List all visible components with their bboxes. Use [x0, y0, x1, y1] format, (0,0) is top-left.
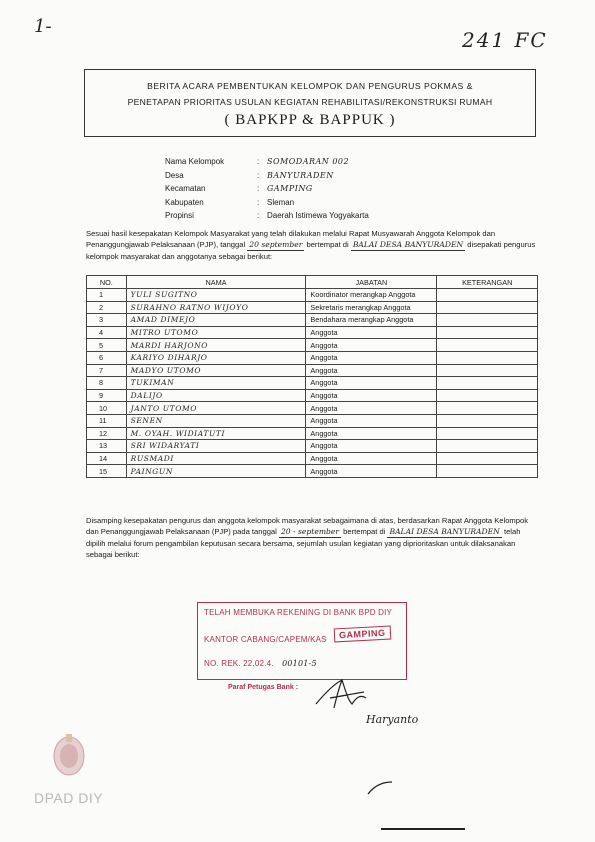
cell-keterangan [437, 402, 538, 415]
info-colon: : [257, 211, 260, 221]
info-value: BANYURADEN [267, 170, 334, 180]
table-row [87, 339, 538, 352]
para-text: usulan kegiatan yang diprioritaskan untuk dilaksanakan sebagai berikut: [86, 539, 516, 559]
stamp-line-2: KANTOR CABANG/CAPEM/KAS [204, 635, 327, 644]
table-row [87, 465, 538, 478]
signature-icon [312, 674, 372, 714]
info-label: Kecamatan [165, 184, 206, 194]
cell-no: 9 [87, 389, 127, 402]
title-line-2: PENETAPAN PRIORITAS USULAN KEGIATAN REHABILITASI/REKONSTRUKSI RUMAH [127, 97, 493, 107]
cell-keterangan [437, 389, 538, 402]
title-box [84, 69, 536, 137]
stamp-line-1: TELAH MEMBUKA REKENING DI BANK BPD DIY [204, 608, 393, 617]
cell-keterangan [437, 465, 538, 478]
cell-keterangan [437, 377, 538, 390]
priority-paragraph [86, 515, 536, 560]
cell-jabatan: Anggota [306, 402, 437, 415]
table-row [87, 402, 538, 415]
info-row [165, 182, 369, 196]
cell-jabatan: Anggota [306, 414, 437, 427]
header-keterangan: KETERANGAN [437, 276, 538, 289]
cell-keterangan [437, 289, 538, 302]
para-text: telah dipilih melalui forum pengambilan keputusan secara bersama, sejumlah [86, 527, 521, 548]
cell-jabatan: Koordinator merangkap Anggota [306, 289, 437, 302]
info-row [165, 155, 369, 169]
info-row [165, 209, 369, 223]
cell-jabatan: Anggota [306, 389, 437, 402]
cell-keterangan [437, 326, 538, 339]
cell-no: 1 [87, 289, 127, 302]
para-text: bertempat di [343, 527, 386, 536]
para-text: disepakati pengurus kelompok masyarakat dan anggotanya sebagai berikut: [86, 240, 536, 261]
cell-jabatan: Anggota [306, 452, 437, 465]
table-row [87, 377, 538, 390]
pen-mark-icon [366, 778, 396, 798]
signature-name: Haryanto [366, 713, 419, 726]
cell-jabatan: Anggota [306, 465, 437, 478]
cell-no: 4 [87, 326, 127, 339]
cell-nama: MITRO UTOMO [130, 328, 199, 338]
header-nama: NAMA [126, 276, 306, 289]
para-text: bertempat di [306, 240, 349, 249]
cell-keterangan [437, 339, 538, 352]
cell-jabatan: Sekretaris merangkap Anggota [306, 301, 437, 314]
cell-keterangan [437, 440, 538, 453]
cell-nama: KARIYO DIHARJO [130, 353, 208, 363]
info-row [165, 169, 369, 183]
info-value: Daerah Istimewa Yogyakarta [267, 211, 369, 221]
para-text: Disamping kesepakatan pengurus dan anggota kelompok masyarakat sebagaimana di atas, berdasarkan Rapat [86, 516, 463, 525]
cell-jabatan: Anggota [306, 351, 437, 364]
group-info [165, 155, 369, 223]
cell-jabatan: Bendahara merangkap Anggota [306, 314, 437, 327]
para-text: dan Penanggungjawab Pelaksanaan (PJP), tanggal [86, 229, 496, 249]
title-line-3: ( BAPKPP & BAPPUK ) [224, 112, 396, 128]
cell-no: 15 [87, 465, 127, 478]
cell-jabatan: Anggota [306, 339, 437, 352]
paraf-label: Paraf Petugas Bank : [228, 684, 299, 691]
meeting-place: BALAI DESA BANYURADEN [352, 240, 464, 249]
cell-keterangan [437, 351, 538, 364]
cell-nama: TUKIMAN [130, 378, 175, 388]
cell-keterangan [437, 364, 538, 377]
cell-nama: PAINGUN [130, 466, 173, 476]
cell-jabatan: Anggota [306, 326, 437, 339]
cell-nama: RUSMADI [130, 454, 174, 464]
info-label: Desa [165, 170, 184, 180]
cell-nama: SENEN [130, 416, 163, 426]
table-row [87, 326, 538, 339]
header-no: NO. [87, 276, 127, 289]
table-row [87, 314, 538, 327]
table-row [87, 364, 538, 377]
cell-keterangan [437, 427, 538, 440]
cell-no: 3 [87, 314, 127, 327]
corner-mark: 1- [34, 16, 52, 37]
cell-nama: SRI WIDARYATI [130, 441, 200, 451]
cell-keterangan [437, 314, 538, 327]
dpad-crest-icon [50, 730, 88, 780]
table-header-row [87, 276, 538, 289]
cell-no: 5 [87, 339, 127, 352]
para-text: Anggota Kelompok dan Penanggungjawab Pelaksanaan (PJP) pada tanggal [86, 516, 528, 536]
table-row [87, 301, 538, 314]
cell-nama: SURAHNO RATNO WIJOYO [130, 302, 249, 312]
info-value: SOMODARAN 002 [267, 157, 350, 167]
cell-no: 10 [87, 402, 127, 415]
info-colon: : [257, 184, 260, 194]
cell-nama: YULI SUGITNO [130, 290, 198, 300]
cell-nama: M. OYAH. WIDIATUTI [130, 428, 226, 438]
cell-no: 8 [87, 377, 127, 390]
cell-jabatan: Anggota [306, 364, 437, 377]
members-table [86, 275, 538, 478]
title-line-1: BERITA ACARA PEMBENTUKAN KELOMPOK DAN PENGURUS POKMAS & [147, 81, 473, 91]
cell-no: 14 [87, 452, 127, 465]
cell-no: 13 [87, 440, 127, 453]
cell-no: 11 [87, 414, 127, 427]
para-text: Sesuai hasil kesepakatan Kelompok Masyarakat yang telah dilakukan melalui Rapat Musyawarah Anggota Kelompok [86, 229, 481, 238]
info-colon: : [257, 170, 260, 180]
info-row [165, 196, 369, 210]
cell-no: 7 [87, 364, 127, 377]
table-row [87, 414, 538, 427]
info-label: Propinsi [165, 211, 194, 221]
footer-line [381, 828, 465, 830]
cell-keterangan [437, 414, 538, 427]
info-colon: : [257, 157, 260, 167]
priority-date: 20 - september [280, 527, 340, 536]
info-value: Sleman [267, 197, 295, 207]
table-row [87, 351, 538, 364]
agreement-paragraph [86, 228, 536, 262]
cell-nama: DALIJO [130, 391, 163, 401]
cell-no: 6 [87, 351, 127, 364]
cell-jabatan: Anggota [306, 440, 437, 453]
cell-keterangan [437, 452, 538, 465]
watermark-text: DPAD DIY [34, 790, 104, 806]
cell-jabatan: Anggota [306, 427, 437, 440]
table-row [87, 289, 538, 302]
table-row [87, 452, 538, 465]
priority-place: BALAI DESA BANYURADEN [389, 527, 500, 536]
cell-nama: JANTO UTOMO [130, 403, 198, 413]
branch-badge: GAMPING [334, 626, 391, 643]
bank-stamp [197, 602, 407, 680]
info-label: Kabupaten [165, 197, 204, 207]
table-row [87, 440, 538, 453]
info-colon: : [257, 197, 260, 207]
stamp-account [204, 659, 317, 668]
cell-jabatan: Anggota [306, 377, 437, 390]
header-jabatan: JABATAN [306, 276, 437, 289]
cell-no: 12 [87, 427, 127, 440]
meeting-date: 20 september [249, 240, 303, 249]
table-row [87, 389, 538, 402]
cell-nama: MADYO UTOMO [130, 365, 202, 375]
info-label: Nama Kelompok [165, 157, 225, 167]
cell-keterangan [437, 301, 538, 314]
cell-nama: MARDI HARJONO [130, 340, 208, 350]
account-number: 00101-5 [282, 659, 317, 668]
account-label: NO. REK. 22.02.4. [204, 659, 274, 668]
cell-nama: AMAD DIMEJO [130, 315, 196, 325]
table-row [87, 427, 538, 440]
info-value: GAMPING [267, 184, 313, 194]
cell-no: 2 [87, 301, 127, 314]
archive-code: 241 FC [462, 28, 548, 52]
